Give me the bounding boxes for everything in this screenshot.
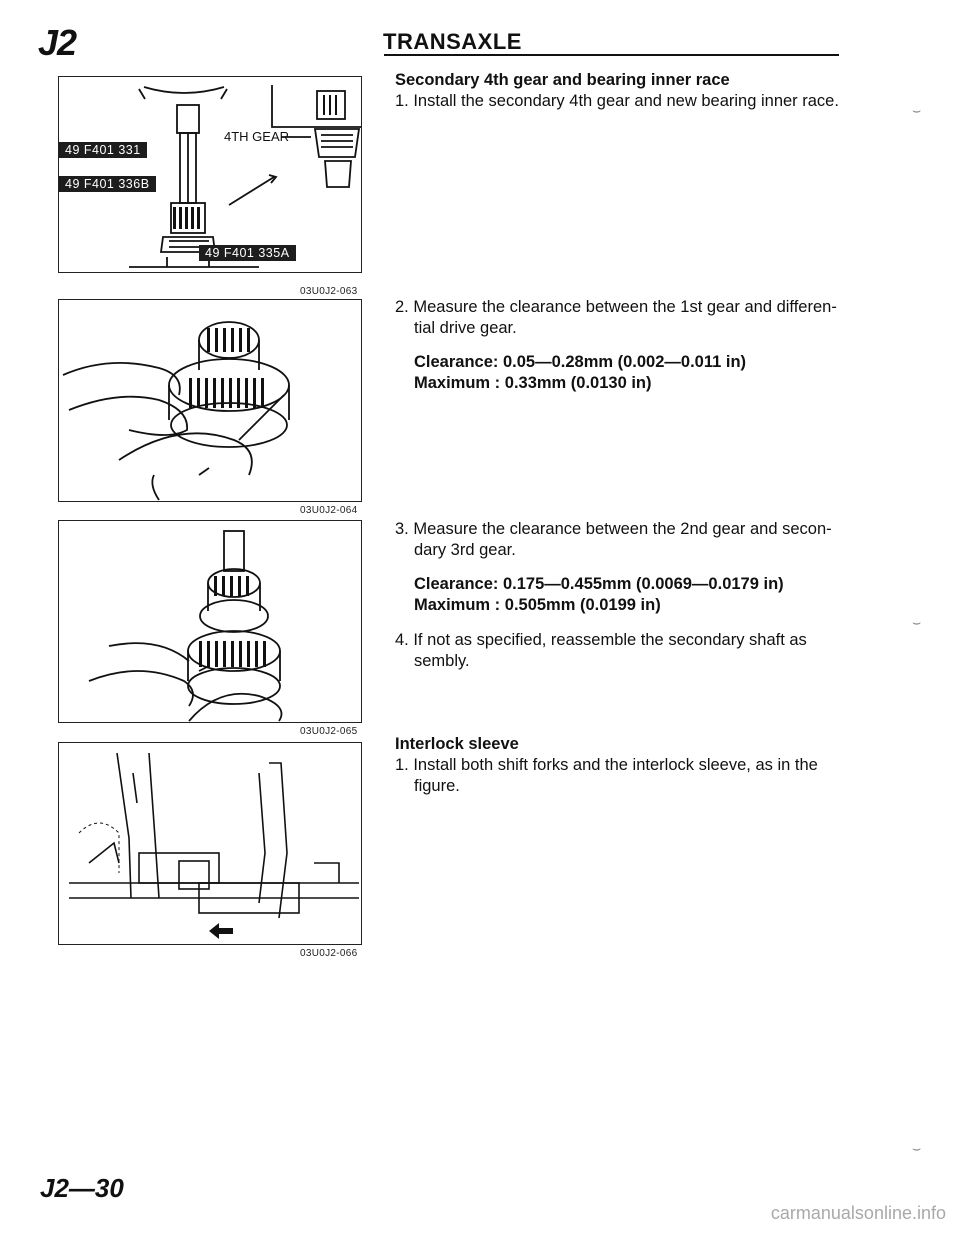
figure-measure-1st-gear-drawing bbox=[59, 300, 361, 501]
header-rule bbox=[384, 54, 839, 56]
tool-label-331: 49 F401 331 bbox=[59, 142, 147, 158]
figure-caption: 03U0J2-066 bbox=[300, 948, 358, 959]
figure-measure-2nd-gear bbox=[58, 520, 362, 723]
margin-mark: ⌣ bbox=[912, 614, 922, 630]
section-heading: Interlock sleeve bbox=[395, 735, 519, 753]
spec-maximum: Maximum : 0.505mm (0.0199 in) bbox=[414, 596, 661, 614]
arrow-left-icon bbox=[209, 923, 233, 939]
step-text: sembly. bbox=[414, 652, 470, 670]
figure-caption: 03U0J2-063 bbox=[300, 286, 358, 297]
tool-label-336b: 49 F401 336B bbox=[59, 176, 156, 192]
figure-interlock-sleeve-drawing bbox=[59, 743, 361, 944]
step-text: 1. Install the secondary 4th gear and new bearing inner race. bbox=[395, 92, 839, 110]
figure-install-4th-gear-drawing bbox=[59, 77, 361, 272]
tool-label-335a: 49 F401 335A bbox=[199, 245, 296, 261]
section-step-2 bbox=[395, 297, 855, 394]
gear-label: 4TH GEAR bbox=[224, 129, 290, 144]
section-heading: Secondary 4th gear and bearing inner race bbox=[395, 71, 730, 89]
spec-clearance: Clearance: 0.05—0.28mm (0.002—0.011 in) bbox=[414, 353, 747, 371]
watermark: carmanualsonline.info bbox=[770, 1203, 946, 1223]
margin-mark: ⌣ bbox=[912, 102, 922, 118]
step-text: tial drive gear. bbox=[414, 319, 517, 337]
step-text: figure. bbox=[414, 777, 460, 795]
figure-caption: 03U0J2-065 bbox=[300, 726, 358, 737]
spec-clearance: Clearance: 0.175—0.455mm (0.0069—0.0179 in) bbox=[414, 575, 784, 593]
section-secondary-4th-gear bbox=[395, 70, 855, 112]
step-text: 3. Measure the clearance between the 2nd gear and secon- bbox=[395, 520, 832, 538]
spec-maximum: Maximum : 0.33mm (0.0130 in) bbox=[414, 374, 652, 392]
figure-interlock-sleeve bbox=[58, 742, 362, 945]
figure-caption: 03U0J2-064 bbox=[300, 505, 358, 516]
step-text: 2. Measure the clearance between the 1st gear and differen- bbox=[395, 298, 837, 316]
section-interlock-sleeve bbox=[395, 734, 855, 797]
figure-measure-2nd-gear-drawing bbox=[59, 521, 361, 722]
step-text: 1. Install both shift forks and the interlock sleeve, as in the bbox=[395, 756, 818, 774]
step-text: dary 3rd gear. bbox=[414, 541, 516, 559]
page-title: TRANSAXLE bbox=[383, 29, 522, 54]
page-number: J2—30 bbox=[40, 1173, 124, 1203]
step-text: 4. If not as specified, reassemble the secondary shaft as bbox=[395, 631, 807, 649]
section-code: J2 bbox=[38, 22, 77, 63]
margin-mark: ⌣ bbox=[912, 1140, 922, 1156]
figure-install-4th-gear bbox=[58, 76, 362, 273]
section-step-3 bbox=[395, 519, 855, 672]
figure-measure-1st-gear bbox=[58, 299, 362, 502]
